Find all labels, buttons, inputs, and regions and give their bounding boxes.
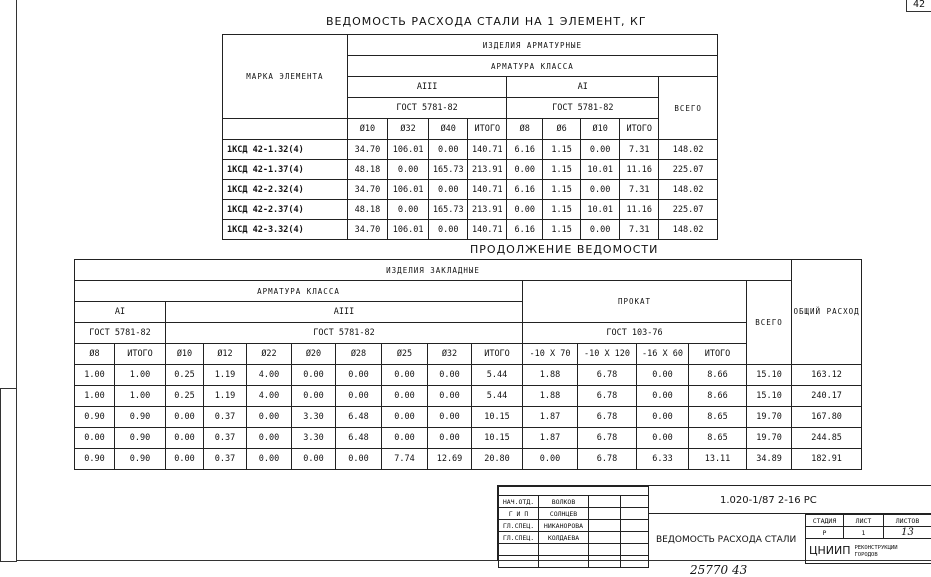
total-header: ВСЕГО: [747, 281, 792, 365]
value-cell: 1.15: [543, 140, 581, 160]
value-cell: 6.16: [507, 180, 543, 200]
value-cell: 213.91: [468, 200, 507, 220]
stage-value: Р: [806, 527, 844, 539]
value-cell: 6.78: [578, 407, 637, 428]
value-cell: 0.25: [166, 386, 204, 407]
value-cell: 0.00: [637, 428, 689, 449]
value-cell: 34.70: [347, 180, 387, 200]
value-cell: 0.00: [166, 449, 204, 470]
value-cell: 148.02: [659, 220, 718, 240]
gost-b-header: ГОСТ 5781-82: [166, 323, 523, 344]
value-cell: 7.31: [620, 140, 659, 160]
value-cell: 225.07: [659, 200, 718, 220]
gost-c-header: ГОСТ 103-76: [523, 323, 747, 344]
class-a-header: AIII: [347, 77, 507, 98]
value-cell: 0.37: [204, 428, 247, 449]
col-header: Ø12: [204, 344, 247, 365]
org-sub: РЕКОНСТРУКЦИИ ГОРОДОВ: [854, 544, 898, 558]
col-header: Ø8: [75, 344, 115, 365]
value-cell: 6.33: [637, 449, 689, 470]
value-cell: 0.25: [166, 365, 204, 386]
value-cell: 6.48: [336, 428, 382, 449]
date-cell: [621, 532, 649, 544]
value-cell: 5.44: [472, 365, 523, 386]
value-cell: 6.78: [578, 365, 637, 386]
value-cell: 7.31: [620, 180, 659, 200]
name-cell: СОЛНЦЕВ: [539, 508, 589, 520]
stage-label: СТАДИЯ: [806, 515, 844, 527]
value-cell: 0.00: [382, 407, 428, 428]
gost-b-header: ГОСТ 5781-82: [507, 98, 659, 119]
col-header: Ø32: [387, 119, 428, 140]
title-block: [497, 485, 931, 561]
value-cell: 165.73: [429, 160, 468, 180]
value-cell: 0.00: [581, 180, 620, 200]
table-row: [75, 365, 862, 386]
steel-table-2: [74, 259, 862, 470]
value-cell: 163.12: [792, 365, 862, 386]
value-cell: 1.15: [543, 180, 581, 200]
value-cell: 8.66: [689, 386, 747, 407]
value-cell: 0.37: [204, 449, 247, 470]
col-header: Ø10: [166, 344, 204, 365]
value-cell: 0.00: [507, 160, 543, 180]
value-cell: 8.65: [689, 407, 747, 428]
value-cell: 10.15: [472, 428, 523, 449]
value-cell: 140.71: [468, 220, 507, 240]
col-header: ИТОГО: [468, 119, 507, 140]
value-cell: 48.18: [347, 200, 387, 220]
value-cell: 1.19: [204, 386, 247, 407]
value-cell: 0.00: [428, 386, 472, 407]
col-header: Ø28: [336, 344, 382, 365]
value-cell: 1.15: [543, 160, 581, 180]
col-header: ИТОГО: [115, 344, 166, 365]
table1-title: ВЕДОМОСТЬ РАСХОДА СТАЛИ НА 1 ЭЛЕМЕНТ, КГ: [326, 15, 647, 28]
col-header: Ø25: [382, 344, 428, 365]
value-cell: 0.00: [429, 220, 468, 240]
value-cell: 11.16: [620, 160, 659, 180]
value-cell: 12.69: [428, 449, 472, 470]
col-header: Ø8: [507, 119, 543, 140]
col-header: -10 X 120: [578, 344, 637, 365]
value-cell: 0.90: [115, 449, 166, 470]
value-cell: 0.00: [382, 428, 428, 449]
value-cell: 3.30: [292, 428, 336, 449]
column-header-row: [75, 344, 862, 365]
name-cell: ВОЛКОВ: [539, 496, 589, 508]
value-cell: 0.00: [382, 365, 428, 386]
value-cell: 0.00: [247, 407, 292, 428]
value-cell: 20.80: [472, 449, 523, 470]
element-mark-cell: 1КСД 42-2.37(4): [223, 200, 348, 220]
value-cell: 34.70: [347, 140, 387, 160]
signature-cell: [589, 520, 621, 532]
value-cell: 0.00: [247, 428, 292, 449]
sheets-label: ЛИСТОВ: [884, 515, 931, 527]
value-cell: 19.70: [747, 428, 792, 449]
name-cell: НИКАНОРОВА: [539, 520, 589, 532]
value-cell: 0.00: [581, 220, 620, 240]
signature-row: [499, 496, 649, 508]
value-cell: 4.00: [247, 386, 292, 407]
subgroup-header: АРМАТУРА КЛАССА: [75, 281, 523, 302]
value-cell: 0.00: [336, 449, 382, 470]
value-cell: 0.00: [429, 180, 468, 200]
value-cell: 148.02: [659, 140, 718, 160]
value-cell: 0.00: [387, 200, 428, 220]
date-cell: [621, 508, 649, 520]
value-cell: 0.00: [382, 386, 428, 407]
date-cell: [621, 520, 649, 532]
value-cell: 225.07: [659, 160, 718, 180]
value-cell: 6.16: [507, 220, 543, 240]
date-cell: [621, 496, 649, 508]
class-b-header: AIII: [166, 302, 523, 323]
value-cell: 0.00: [637, 365, 689, 386]
blank-cell: [499, 487, 649, 496]
left-binding-strip: [0, 388, 17, 562]
value-cell: 0.00: [75, 428, 115, 449]
value-cell: 1.88: [523, 365, 578, 386]
gost-a-header: ГОСТ 5781-82: [75, 323, 166, 344]
col-header: Ø10: [581, 119, 620, 140]
value-cell: 244.85: [792, 428, 862, 449]
table-row: [223, 200, 718, 220]
value-cell: 0.00: [292, 386, 336, 407]
value-cell: 1.88: [523, 386, 578, 407]
value-cell: 0.00: [166, 407, 204, 428]
table-row: [223, 160, 718, 180]
value-cell: 0.00: [336, 386, 382, 407]
value-cell: 8.65: [689, 428, 747, 449]
value-cell: 4.00: [247, 365, 292, 386]
table-row: [75, 407, 862, 428]
value-cell: 7.74: [382, 449, 428, 470]
col-header: ИТОГО: [472, 344, 523, 365]
table-row: [75, 449, 862, 470]
value-cell: 13.11: [689, 449, 747, 470]
value-cell: 48.18: [347, 160, 387, 180]
sheets-value: 13: [884, 527, 931, 539]
bottom-note: 25770 43: [690, 563, 748, 577]
value-cell: 0.00: [336, 365, 382, 386]
org-name: ЦНИИП: [809, 543, 851, 557]
value-cell: 1.00: [75, 365, 115, 386]
value-cell: 10.01: [581, 160, 620, 180]
blank-cell: [223, 119, 348, 140]
value-cell: 106.01: [387, 180, 428, 200]
value-cell: 0.00: [581, 140, 620, 160]
role-cell: Г И П: [499, 508, 539, 520]
value-cell: 148.02: [659, 180, 718, 200]
value-cell: 1.00: [75, 386, 115, 407]
value-cell: 19.70: [747, 407, 792, 428]
name-cell: КОЛДАЕВА: [539, 532, 589, 544]
value-cell: 0.00: [507, 200, 543, 220]
steel-table-1: [222, 34, 718, 240]
value-cell: 0.00: [637, 407, 689, 428]
value-cell: 34.70: [347, 220, 387, 240]
value-cell: 106.01: [387, 220, 428, 240]
value-cell: 1.15: [543, 220, 581, 240]
value-cell: 1.87: [523, 428, 578, 449]
value-cell: 1.00: [115, 386, 166, 407]
subgroup-header: АРМАТУРА КЛАССА: [347, 56, 717, 77]
value-cell: 0.00: [166, 428, 204, 449]
value-cell: 0.00: [637, 386, 689, 407]
value-cell: 106.01: [387, 140, 428, 160]
value-cell: 6.78: [578, 386, 637, 407]
value-cell: 0.00: [428, 365, 472, 386]
col-header: ИТОГО: [620, 119, 659, 140]
value-cell: 8.66: [689, 365, 747, 386]
col-header: Ø10: [347, 119, 387, 140]
table-row: [223, 140, 718, 160]
value-cell: 140.71: [468, 140, 507, 160]
value-cell: 6.78: [578, 428, 637, 449]
col-header: Ø22: [247, 344, 292, 365]
value-cell: 1.87: [523, 407, 578, 428]
value-cell: 0.00: [428, 428, 472, 449]
org-cell: [806, 539, 931, 564]
signature-cell: [589, 532, 621, 544]
value-cell: 7.31: [620, 220, 659, 240]
value-cell: 6.48: [336, 407, 382, 428]
signatures-table: [498, 486, 649, 568]
signature-row: [499, 520, 649, 532]
value-cell: 5.44: [472, 386, 523, 407]
value-cell: 11.16: [620, 200, 659, 220]
doc-code: 1.020-1/87 2-16 РС: [720, 495, 817, 506]
corner-sheet-box: 42: [906, 0, 931, 12]
sheet-label: ЛИСТ: [844, 515, 884, 527]
table-row: [223, 180, 718, 200]
role-cell: НАЧ.ОТД.: [499, 496, 539, 508]
value-cell: 140.71: [468, 180, 507, 200]
element-mark-cell: 1КСД 42-1.32(4): [223, 140, 348, 160]
table2-title: ПРОДОЛЖЕНИЕ ВЕДОМОСТИ: [470, 243, 659, 256]
value-cell: 0.00: [247, 449, 292, 470]
value-cell: 0.00: [387, 160, 428, 180]
value-cell: 0.90: [75, 407, 115, 428]
signature-row: [499, 532, 649, 544]
group-header: ИЗДЕЛИЯ ЗАКЛАДНЫЕ: [75, 260, 792, 281]
stage-table: [805, 514, 931, 564]
overall-header: ОБЩИЙ РАСХОД: [792, 260, 862, 365]
value-cell: 0.00: [292, 449, 336, 470]
value-cell: 3.30: [292, 407, 336, 428]
value-cell: 1.15: [543, 200, 581, 220]
value-cell: 167.80: [792, 407, 862, 428]
col-header: Ø40: [429, 119, 468, 140]
value-cell: 10.15: [472, 407, 523, 428]
value-cell: 182.91: [792, 449, 862, 470]
element-mark-cell: 1КСД 42-3.32(4): [223, 220, 348, 240]
col-header: -16 X 60: [637, 344, 689, 365]
element-mark-cell: 1КСД 42-1.37(4): [223, 160, 348, 180]
value-cell: 0.90: [75, 449, 115, 470]
value-cell: 165.73: [429, 200, 468, 220]
signature-row: [499, 508, 649, 520]
value-cell: 213.91: [468, 160, 507, 180]
table-row: [75, 428, 862, 449]
value-cell: 0.90: [115, 407, 166, 428]
col-header: Ø6: [543, 119, 581, 140]
value-cell: 0.00: [292, 365, 336, 386]
doc-title: ВЕДОМОСТЬ РАСХОДА СТАЛИ: [656, 535, 797, 545]
value-cell: 0.37: [204, 407, 247, 428]
value-cell: 15.10: [747, 386, 792, 407]
signature-cell: [589, 508, 621, 520]
col-header: Ø20: [292, 344, 336, 365]
value-cell: 34.89: [747, 449, 792, 470]
value-cell: 0.90: [115, 428, 166, 449]
value-cell: 1.00: [115, 365, 166, 386]
value-cell: 240.17: [792, 386, 862, 407]
col-header: Ø32: [428, 344, 472, 365]
role-cell: ГЛ.СПЕЦ.: [499, 532, 539, 544]
table-row: [75, 386, 862, 407]
value-cell: 1.19: [204, 365, 247, 386]
element-mark-cell: 1КСД 42-2.32(4): [223, 180, 348, 200]
table-row: [223, 220, 718, 240]
group-header: ИЗДЕЛИЯ АРМАТУРНЫЕ: [347, 35, 717, 56]
role-cell: ГЛ.СПЕЦ.: [499, 520, 539, 532]
total-header: ВСЕГО: [659, 77, 718, 140]
class-a-header: AI: [75, 302, 166, 323]
value-cell: 6.16: [507, 140, 543, 160]
prokat-header: ПРОКАТ: [523, 281, 747, 323]
value-cell: 0.00: [428, 407, 472, 428]
value-cell: 0.00: [523, 449, 578, 470]
value-cell: 0.00: [429, 140, 468, 160]
signature-cell: [589, 496, 621, 508]
value-cell: 10.01: [581, 200, 620, 220]
col-header: -10 X 70: [523, 344, 578, 365]
col-element-header: МАРКА ЭЛЕМЕНТА: [223, 35, 348, 119]
col-header: ИТОГО: [689, 344, 747, 365]
class-b-header: AI: [507, 77, 659, 98]
value-cell: 15.10: [747, 365, 792, 386]
value-cell: 6.78: [578, 449, 637, 470]
sheet-value: 1: [844, 527, 884, 539]
gost-a-header: ГОСТ 5781-82: [347, 98, 507, 119]
